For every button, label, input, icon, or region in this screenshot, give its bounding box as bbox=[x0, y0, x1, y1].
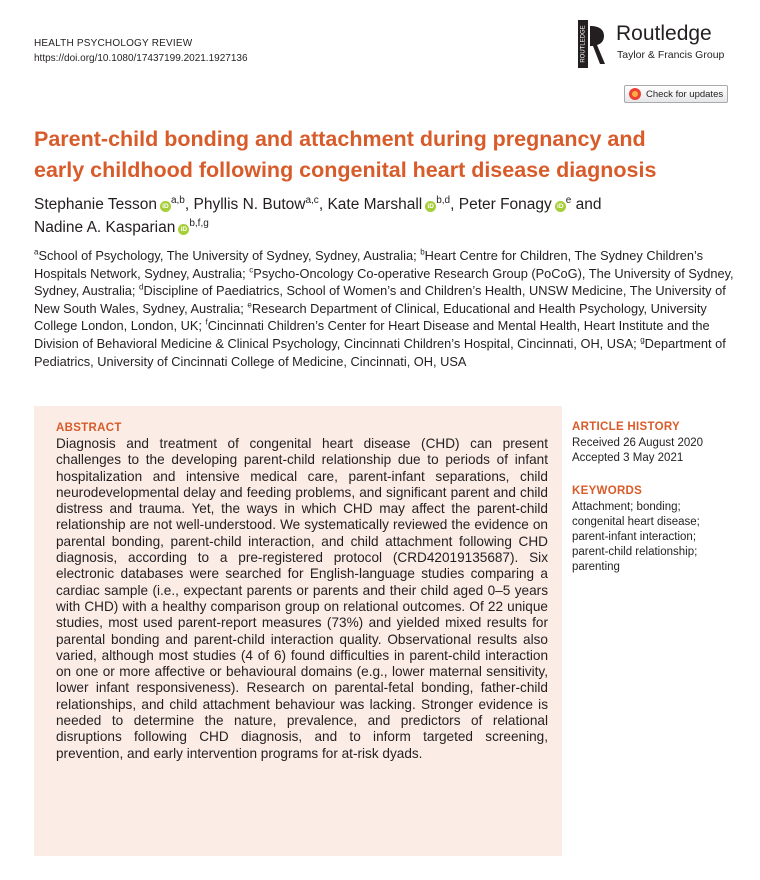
author-name[interactable]: Phyllis N. Butow bbox=[193, 196, 306, 213]
abstract-heading: ABSTRACT bbox=[56, 422, 122, 434]
publisher-group: Taylor & Francis Group bbox=[617, 49, 725, 61]
affiliation-key: c bbox=[249, 265, 254, 275]
affiliations bbox=[34, 247, 734, 370]
keywords-heading: KEYWORDS bbox=[572, 485, 643, 497]
author-name[interactable]: Peter Fonagy bbox=[458, 196, 552, 213]
logo-spine-text: ROUTLEDGE bbox=[580, 25, 587, 63]
check-for-updates-button[interactable] bbox=[624, 85, 728, 103]
affiliation-key: g bbox=[640, 335, 645, 345]
publisher-name: Routledge bbox=[616, 22, 712, 45]
keyword-line: parent-infant interaction; bbox=[572, 531, 697, 543]
author-name[interactable]: Stephanie Tesson bbox=[34, 196, 157, 213]
routledge-logo-icon bbox=[578, 20, 608, 68]
author-separator: , bbox=[450, 196, 459, 213]
affiliation-text: School of Psychology, The University of Sydney, Sydney, Australia; bbox=[38, 248, 421, 263]
journal-name: HEALTH PSYCHOLOGY REVIEW bbox=[34, 38, 193, 49]
affiliation-text: Psycho-Oncology Co-operative Research Group (PoCoG), The University of Sydney, Sydney, Australia; bbox=[34, 265, 734, 299]
accepted-date: Accepted 3 May 2021 bbox=[572, 452, 684, 464]
affiliation-text: Cincinnati Children’s Center for Heart Disease and Mental Health, Heart Institute and the Division of Behavioral Medicine & Clinical Psychology, Cincinnati Children’s Hospital, Cincinnati, OH, USA; bbox=[34, 318, 710, 351]
affiliation-key: b bbox=[420, 247, 425, 257]
article-history-heading: ARTICLE HISTORY bbox=[572, 421, 681, 433]
affiliation-text: Department of Pediatrics, University of Cincinnati College of Medicine, Cincinnati, OH, USA bbox=[34, 335, 726, 369]
doi-link[interactable]: https://doi.org/10.1080/17437199.2021.1927136 bbox=[34, 53, 248, 64]
keyword-line: congenital heart disease; bbox=[572, 516, 700, 528]
affiliation-text: Heart Centre for Children, The Sydney Children’s Hospitals Network, Sydney, Australia; bbox=[34, 248, 703, 281]
affiliation-key: a bbox=[34, 247, 39, 257]
received-date: Received 26 August 2020 bbox=[572, 437, 704, 449]
author-affiliation-marks: b,d bbox=[436, 194, 451, 206]
check-for-updates-label: Check for updates bbox=[646, 88, 724, 100]
keyword-line: parenting bbox=[572, 561, 620, 573]
orcid-icon[interactable]: iD bbox=[425, 201, 436, 212]
author-affiliation-marks: b,f,g bbox=[189, 217, 209, 229]
affiliation-key: f bbox=[205, 318, 208, 328]
author-list bbox=[34, 193, 734, 239]
author-separator: , bbox=[184, 196, 194, 213]
crossmark-icon bbox=[629, 88, 641, 100]
author-affiliation-marks: e bbox=[565, 194, 572, 206]
article-sidebar bbox=[572, 421, 742, 575]
abstract-panel bbox=[34, 406, 562, 856]
affiliation-key: e bbox=[247, 300, 252, 310]
orcid-icon[interactable]: iD bbox=[160, 201, 171, 212]
article-title bbox=[34, 124, 734, 186]
author-name[interactable]: Kate Marshall bbox=[327, 196, 423, 213]
title-line-2: early childhood following congenital heart disease diagnosis bbox=[34, 158, 657, 182]
author-separator: , bbox=[318, 196, 328, 213]
abstract-text: Diagnosis and treatment of congenital heart disease (CHD) can present challenges to the developing parent-child relationship due to periods of infant hospitalization and intensive medical care, parent-infant separations, child neurodevelopmental delay and feeding problems, and significant parent and child distress and trauma. Yet, the ways in which CHD may affect the parent-child relationship are not well-understood. We systematically reviewed the evidence on parental bonding, parent-child interaction, and child attachment following CHD diagnosis, according to a pre-registered protocol (CRD42019135687). Six electronic databases were searched for English-language studies comparing a cardiac sample (i.e., expectant parents or parents and their child aged 0–5 years with CHD) with a healthy comparison group on relational outcomes. Of 22 unique studies, most used parent-report measures (73%) and yielded mixed results for parental bonding and parent-child interaction quality. Observational results also varied, although most studies (4 of 6) found difficulties in parent-child interaction on one or more affective or behavioural domains (e.g., lower maternal sensitivity, lower infant responsiveness). Research on parental-fetal bonding, father-child relationships, and child attachment behaviour was lacking. Stronger evidence is needed to determine the nature, prevalence, and predictors of relational disruptions following CHD diagnosis, and to inform targeted screening, prevention, and early intervention programs for at-risk dyads. bbox=[56, 436, 548, 761]
author-name[interactable]: Nadine A. Kasparian bbox=[34, 219, 176, 236]
affiliation-text: Research Department of Clinical, Educational and Health Psychology, University College London, London, UK; bbox=[34, 300, 707, 334]
keyword-line: parent-child relationship; bbox=[572, 546, 698, 558]
orcid-icon[interactable]: iD bbox=[555, 201, 566, 212]
orcid-icon[interactable]: iD bbox=[178, 224, 189, 235]
affiliation-key: d bbox=[139, 282, 144, 292]
author-affiliation-marks: a,c bbox=[305, 194, 319, 206]
author-separator: and bbox=[571, 196, 602, 213]
title-line-1: Parent-child bonding and attachment during pregnancy and bbox=[34, 127, 646, 151]
author-affiliation-marks: a,b bbox=[170, 194, 185, 206]
affiliation-text: Discipline of Paediatrics, School of Women’s and Children’s Health, UNSW Medicine, The University of New South Wales, Sydney, Australia; bbox=[34, 283, 726, 316]
keyword-line: Attachment; bonding; bbox=[572, 501, 681, 513]
